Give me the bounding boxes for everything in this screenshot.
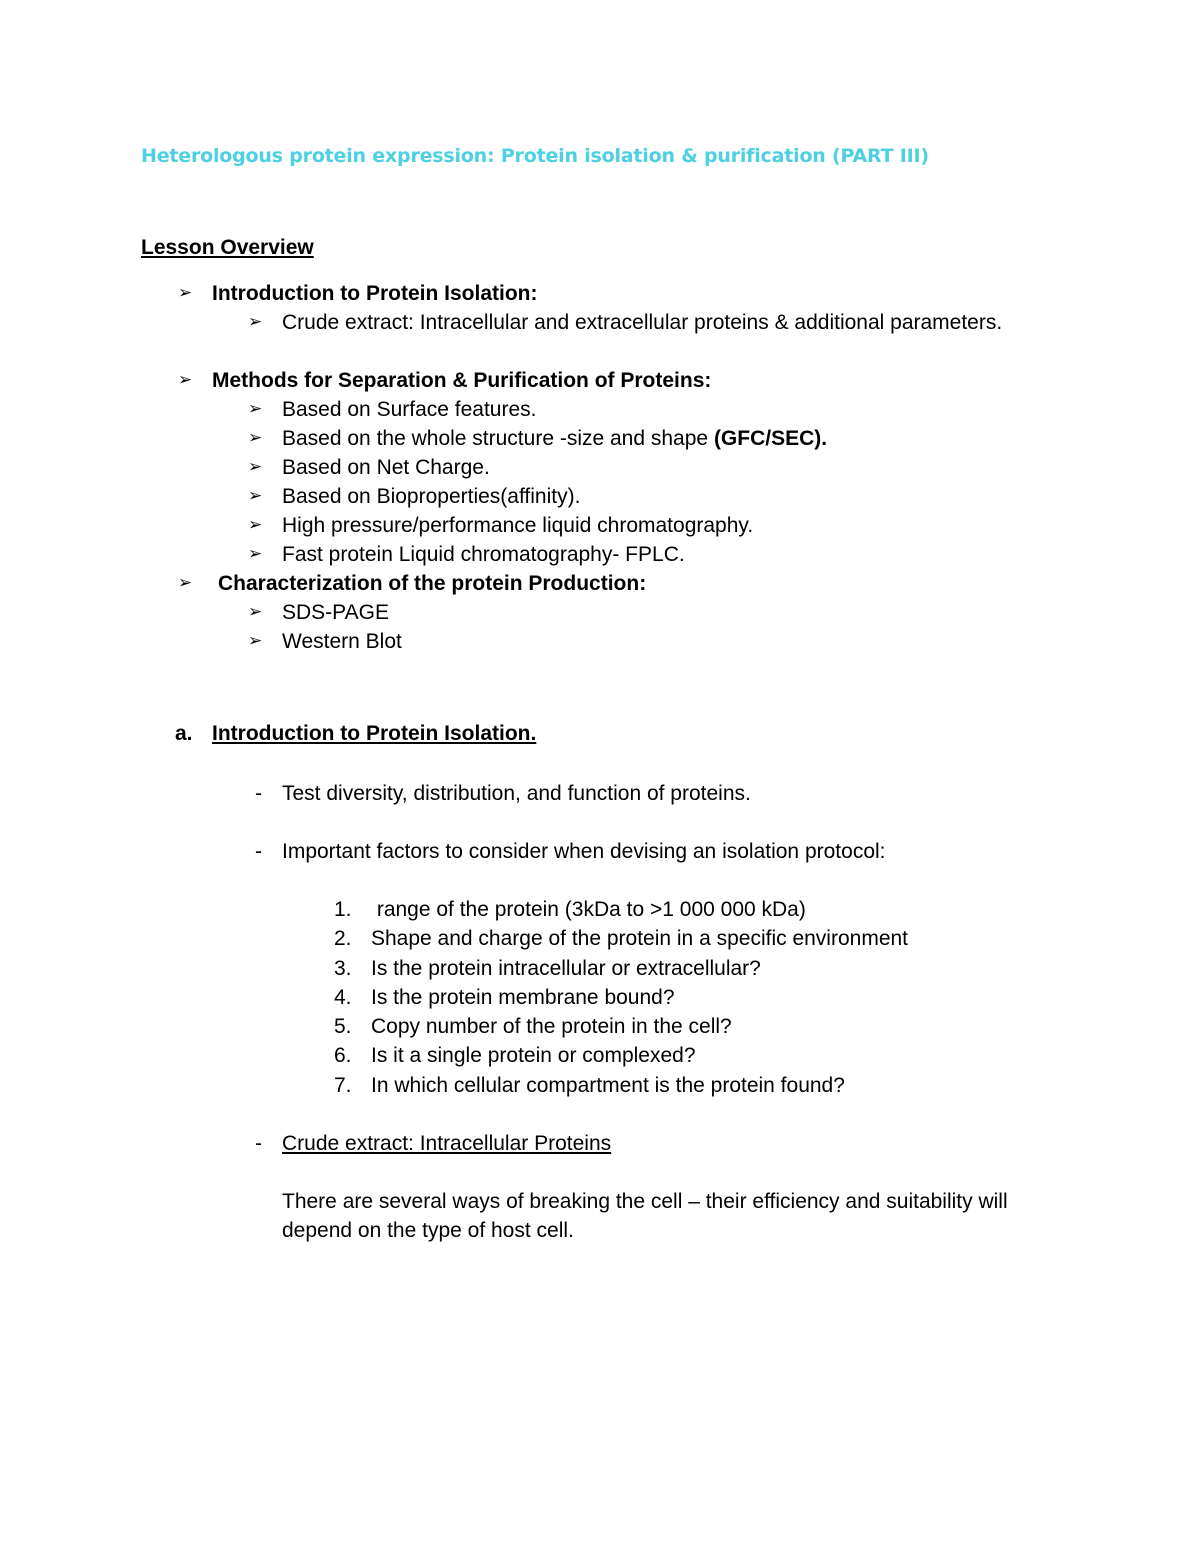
- item-text: range of the protein (3kDa to >1 000 000 kDa): [371, 898, 806, 921]
- overview-item: [0, 424, 1200, 453]
- overview-section-characterization: [0, 569, 1200, 598]
- document-title: Heterologous protein expression: Protein isolation & purification (PART III): [141, 145, 929, 167]
- overview-item: [0, 511, 1200, 540]
- arrow-bullet-icon: ➢: [178, 370, 193, 390]
- factors-numbered-list: [0, 895, 1200, 1100]
- arrow-bullet-icon: ➢: [248, 631, 263, 651]
- lesson-overview-heading: Lesson Overview: [141, 236, 314, 259]
- item-number: 1.: [334, 898, 352, 921]
- item-text: In which cellular compartment is the protein found?: [371, 1073, 845, 1097]
- dash-bullet-text: Important factors to consider when devising an isolation protocol:: [282, 840, 886, 863]
- overview-item-text: Fast protein Liquid chromatography- FPLC.: [282, 543, 685, 566]
- arrow-bullet-icon: ➢: [248, 602, 263, 622]
- item-number: 7.: [334, 1073, 352, 1097]
- dash-bullet-icon: -: [255, 782, 262, 805]
- item-text: Shape and charge of the protein in a specific environment: [371, 927, 909, 951]
- arrow-bullet-icon: ➢: [248, 312, 263, 332]
- item-number: 6.: [334, 1044, 352, 1068]
- numbered-item: [0, 1071, 1200, 1100]
- overview-item-text: Based on Net Charge.: [282, 456, 490, 479]
- body-paragraph: There are several ways of breaking the cell – their efficiency and suitability will depend on the type of host cell.: [282, 1190, 1008, 1242]
- dash-bullet-text: Test diversity, distribution, and function of proteins.: [282, 782, 751, 805]
- overview-item-text: Based on Surface features.: [282, 398, 537, 421]
- overview-item: [0, 395, 1200, 424]
- overview-item-text: Based on Bioproperties(affinity).: [282, 485, 581, 508]
- overview-item: [0, 627, 1200, 656]
- item-text: Is the protein membrane bound?: [371, 985, 675, 1009]
- numbered-item: [0, 895, 1200, 924]
- dash-bullet-icon: -: [255, 840, 262, 863]
- arrow-bullet-icon: ➢: [248, 399, 263, 419]
- section-a-heading: [175, 719, 536, 748]
- arrow-bullet-icon: ➢: [178, 283, 193, 303]
- overview-item: [0, 453, 1200, 482]
- item-number: 5.: [334, 1015, 352, 1039]
- overview-item-text: Western Blot: [282, 630, 402, 653]
- overview-item-main: Based on the whole structure -size and shape: [282, 427, 709, 450]
- overview-item: [0, 482, 1200, 511]
- item-number: 3.: [334, 956, 352, 980]
- overview-item: [0, 598, 1200, 627]
- item-text: Copy number of the protein in the cell?: [371, 1015, 732, 1039]
- item-text: Is it a single protein or complexed?: [371, 1044, 696, 1068]
- lesson-overview-list: [0, 279, 1200, 656]
- numbered-item: [0, 954, 1200, 983]
- overview-section-label: Introduction to Protein Isolation:: [212, 282, 538, 305]
- overview-section-label: Characterization of the protein Production:: [218, 572, 647, 595]
- overview-item-text: High pressure/performance liquid chromatography.: [282, 514, 754, 537]
- overview-item-text: Crude extract: Intracellular and extracellular proteins & additional parameters.: [282, 311, 1003, 334]
- numbered-item: [0, 1041, 1200, 1070]
- arrow-bullet-icon: ➢: [248, 486, 263, 506]
- numbered-item: [0, 1012, 1200, 1041]
- item-text: Is the protein intracellular or extracellular?: [371, 956, 761, 980]
- arrow-bullet-icon: ➢: [178, 573, 193, 593]
- crude-extract-subheading: Crude extract: Intracellular Proteins: [282, 1132, 612, 1155]
- overview-item-text: SDS-PAGE: [282, 601, 389, 624]
- overview-item: [0, 308, 1200, 366]
- item-number: 4.: [334, 985, 352, 1009]
- arrow-bullet-icon: ➢: [248, 457, 263, 477]
- section-marker: a.: [175, 722, 193, 745]
- numbered-item: [0, 983, 1200, 1012]
- arrow-bullet-icon: ➢: [248, 544, 263, 564]
- overview-section-label: Methods for Separation & Purification of Proteins:: [212, 369, 712, 392]
- section-heading-text: Introduction to Protein Isolation.: [212, 722, 537, 745]
- numbered-item: [0, 924, 1200, 953]
- overview-section-intro: [0, 279, 1200, 308]
- overview-item: [0, 540, 1200, 569]
- overview-item-text: [282, 424, 827, 453]
- overview-item-bold-suffix: (GFC/SEC).: [713, 427, 828, 450]
- dash-bullet-icon: -: [255, 1132, 262, 1155]
- item-number: 2.: [334, 927, 352, 951]
- arrow-bullet-icon: ➢: [248, 428, 263, 448]
- overview-section-methods: [0, 366, 1200, 395]
- arrow-bullet-icon: ➢: [248, 515, 263, 535]
